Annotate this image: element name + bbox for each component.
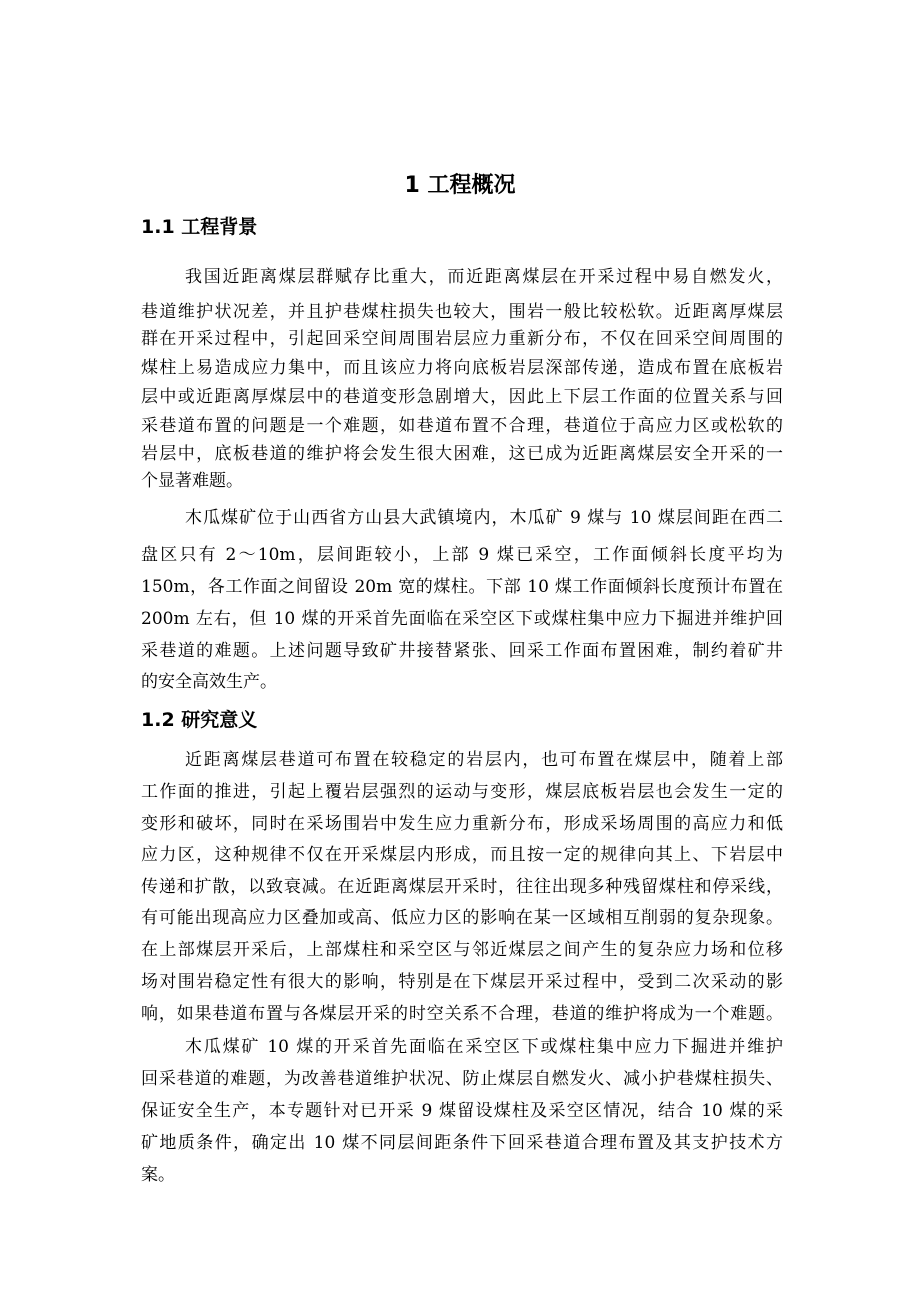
paragraph-line: 矿地质条件，确定出 10 煤不同层间距条件下回采巷道合理布置及其支护技术方	[141, 1133, 783, 1153]
section-heading-significance: 1.2 研究意义	[141, 709, 258, 731]
paragraph-line: 场对围岩稳定性有很大的影响，特别是在下煤层开采过程中，受到二次采动的影	[141, 972, 783, 992]
paragraph-line: 200m 左右，但 10 煤的开采首先面临在采空区下或煤柱集中应力下掘进并维护回	[141, 609, 783, 629]
paragraph-line: 近距离煤层巷道可布置在较稳定的岩层内，也可布置在煤层中，随着上部	[185, 750, 783, 770]
paragraph-line: 150m，各工作面之间留设 20m 宽的煤柱。下部 10 煤工作面倾斜长度预计布置在	[141, 577, 783, 597]
paragraph-line: 应力区，这种规律不仅在开采煤层内形成，而且按一定的规律向其上、下岩层中	[141, 845, 783, 865]
paragraph-line: 群在开采过程中，引起回采空间周围岩层应力重新分布，不仅在回采空间周围的	[141, 329, 783, 349]
paragraph-line: 变形和破坏，同时在采场围岩中发生应力重新分布，形成采场周围的高应力和低	[141, 814, 783, 834]
paragraph-line: 木瓜煤矿 10 煤的开采首先面临在采空区下或煤柱集中应力下掘进并维护	[185, 1037, 783, 1057]
paragraph-line: 传递和扩散，以致衰减。在近距离煤层开采时，往往出现多种残留煤柱和停采线，	[141, 877, 783, 897]
paragraph-line: 岩层中，底板巷道的维护将会发生很大困难，这已成为近距离煤层安全开采的一	[141, 444, 783, 464]
paragraph-line: 有可能出现高应力区叠加或高、低应力区的影响在某一区域相互削弱的复杂现象。	[141, 908, 783, 928]
paragraph-line: 采巷道的难题。上述问题导致矿井接替紧张、回采工作面布置困难，制约着矿井	[141, 641, 783, 661]
paragraph-line: 煤柱上易造成应力集中，而且该应力将向底板岩层深部传递，造成布置在底板岩	[141, 358, 783, 378]
paragraph-line: 木瓜煤矿位于山西省方山县大武镇境内，木瓜矿 9 煤与 10 煤层间距在西二	[185, 508, 783, 528]
paragraph-line: 个显著难题。	[141, 471, 243, 491]
paragraph-line: 案。	[141, 1165, 175, 1185]
paragraph-line: 巷道维护状况差，并且护巷煤柱损失也较大，围岩一般比较松软。近距离厚煤层	[141, 302, 783, 322]
paragraph-line: 响，如果巷道布置与各煤层开采的时空关系不合理，巷道的维护将成为一个难题。	[141, 1004, 783, 1024]
paragraph-line: 在上部煤层开采后，上部煤柱和采空区与邻近煤层之间产生的复杂应力场和位移	[141, 940, 783, 960]
paragraph-line: 盘区只有 2～10m，层间距较小，上部 9 煤已采空，工作面倾斜长度平均为	[141, 545, 783, 565]
chapter-title: 1 工程概况	[404, 173, 516, 198]
paragraph-line: 采巷道布置的问题是一个难题，如巷道布置不合理，巷道位于高应力区或松软的	[141, 416, 783, 436]
paragraph-line: 层中或近距离厚煤层中的巷道变形急剧增大，因此上下层工作面的位置关系与回	[141, 387, 783, 407]
paragraph-line: 保证安全生产，本专题针对已开采 9 煤留设煤柱及采空区情况，结合 10 煤的采	[141, 1101, 783, 1121]
paragraph-line: 我国近距离煤层群赋存比重大，而近距离煤层在开采过程中易自燃发火，	[185, 267, 783, 287]
paragraph-line: 回采巷道的难题，为改善巷道维护状况、防止煤层自燃发火、减小护巷煤柱损失、	[141, 1069, 783, 1089]
paragraph-line: 的安全高效生产。	[141, 672, 277, 692]
section-heading-background: 1.1 工程背景	[141, 216, 258, 238]
paragraph-line: 工作面的推进，引起上覆岩层强烈的运动与变形，煤层底板岩层也会发生一定的	[141, 782, 783, 802]
